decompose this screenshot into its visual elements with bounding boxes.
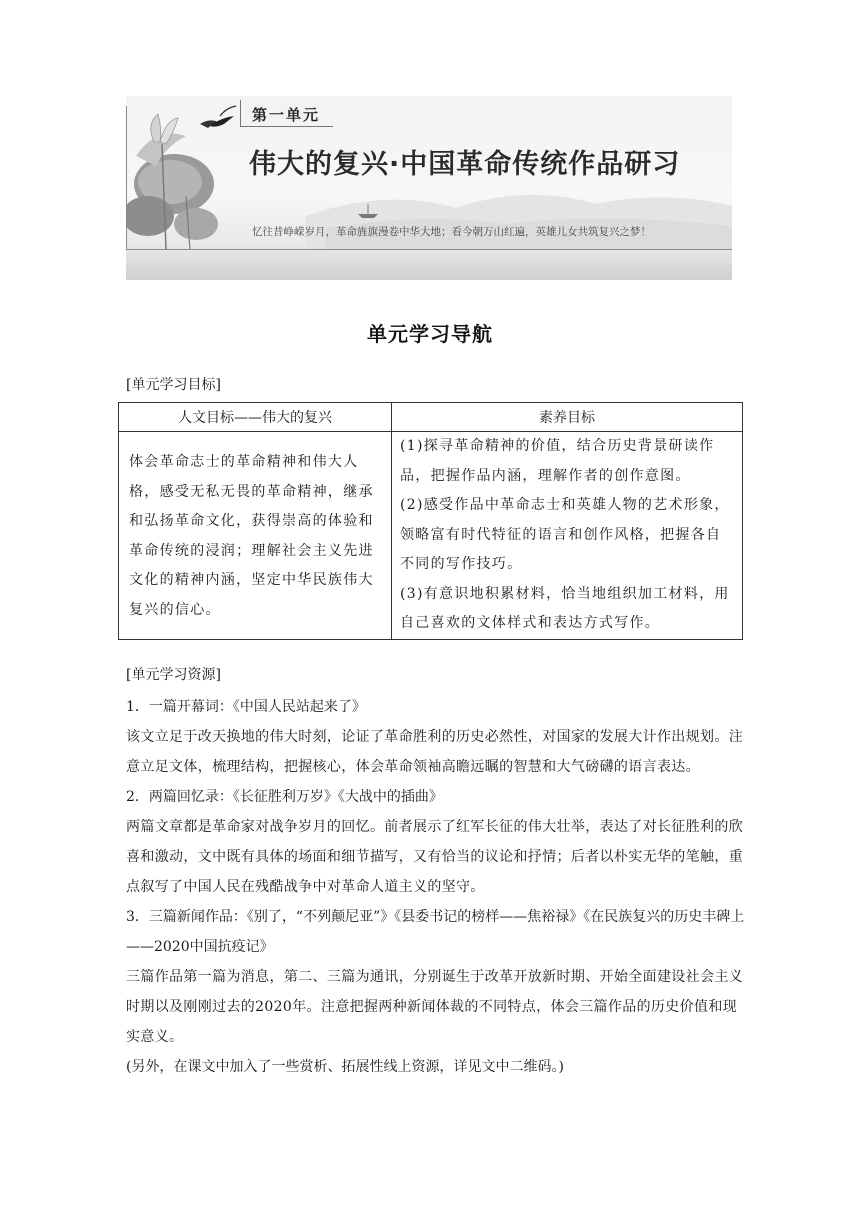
- unit-banner: [126, 96, 732, 280]
- humanity-goal-header: 人文目标——伟大的复兴: [119, 403, 392, 432]
- resources-list: [126, 692, 746, 1082]
- goals-section-label: [单元学习目标]: [126, 377, 221, 393]
- literacy-goal-item: (3)有意识地积累材料，恰当地组织加工材料，用自己喜欢的文体样式和表达方式写作。: [400, 585, 730, 632]
- literacy-goal-item: (1)探寻革命精神的价值，结合历史背景研读作品，把握作品内涵，理解作者的创作意图。: [400, 438, 715, 484]
- goals-table-header-row: [119, 403, 743, 432]
- banner-bottom-band: [126, 250, 732, 280]
- resource-heading: 3．三篇新闻作品：《别了，“不列颠尼亚”》《县委书记的榜样——焦裕禄》《在民族复兴的历史丰碑上——2020中国抗疫记》: [126, 909, 745, 955]
- goals-table: [118, 402, 743, 640]
- resource-heading: 1．一篇开幕词：《中国人民站起来了》: [126, 699, 366, 715]
- humanity-goal-text: 体会革命志士的革命精神和伟大人格，感受无私无畏的革命精神，继承和弘扬革命文化，获得崇高的体验和革命传统的浸润；理解社会主义先进文化的精神内涵，坚定中华民族伟大复兴的信心。: [119, 432, 392, 640]
- resources-section-label: [单元学习资源]: [126, 667, 221, 683]
- resource-description: 三篇作品第一篇为消息，第二、三篇为通讯，分别诞生于改革开放新时期、开始全面建设社会主义时期以及刚刚过去的2020年。注意把握两种新闻体裁的不同特点，体会三篇作品的历史价值和现实意义。: [126, 969, 744, 1045]
- unit-title: 伟大的复兴·中国革命传统作品研习: [249, 149, 681, 180]
- resource-heading: 2．两篇回忆录：《长征胜利万岁》《大战中的插曲》: [126, 789, 443, 805]
- unit-motto: 忆往昔峥嵘岁月，革命旌旗漫卷中华大地；看今朝万山红遍，英雄儿女共筑复兴之梦！: [252, 226, 651, 238]
- literacy-goal-cell: [392, 432, 743, 640]
- goals-table-row: [119, 432, 743, 640]
- literacy-goal-item: (2)感受作品中革命志士和英雄人物的艺术形象，领略富有时代特征的语言和创作风格，把握各自不同的写作技巧。: [400, 497, 730, 573]
- resource-description: 该文立足于改天换地的伟大时刻，论证了革命胜利的历史必然性，对国家的发展大计作出规划。注意立足文体，梳理结构，把握核心，体会革命领袖高瞻远瞩的智慧和大气磅礴的语言表达。: [126, 729, 744, 775]
- resource-description: 两篇文章都是革命家对战争岁月的回忆。前者展示了红军长征的伟大壮举，表达了对长征胜利的欣喜和激动，文中既有具体的场面和细节描写，又有恰当的议论和抒情；后者以朴实无华的笔触，重点叙写了中国人民在残酷战争中对革命人道主义的坚守。: [126, 819, 744, 895]
- unit-label: 第一单元: [246, 104, 326, 125]
- page-title: 单元学习导航: [367, 322, 493, 346]
- resources-note: (另外，在课文中加入了一些赏析、拓展性线上资源，详见文中二维码。): [126, 1059, 564, 1075]
- literacy-goal-header: 素养目标: [392, 403, 743, 432]
